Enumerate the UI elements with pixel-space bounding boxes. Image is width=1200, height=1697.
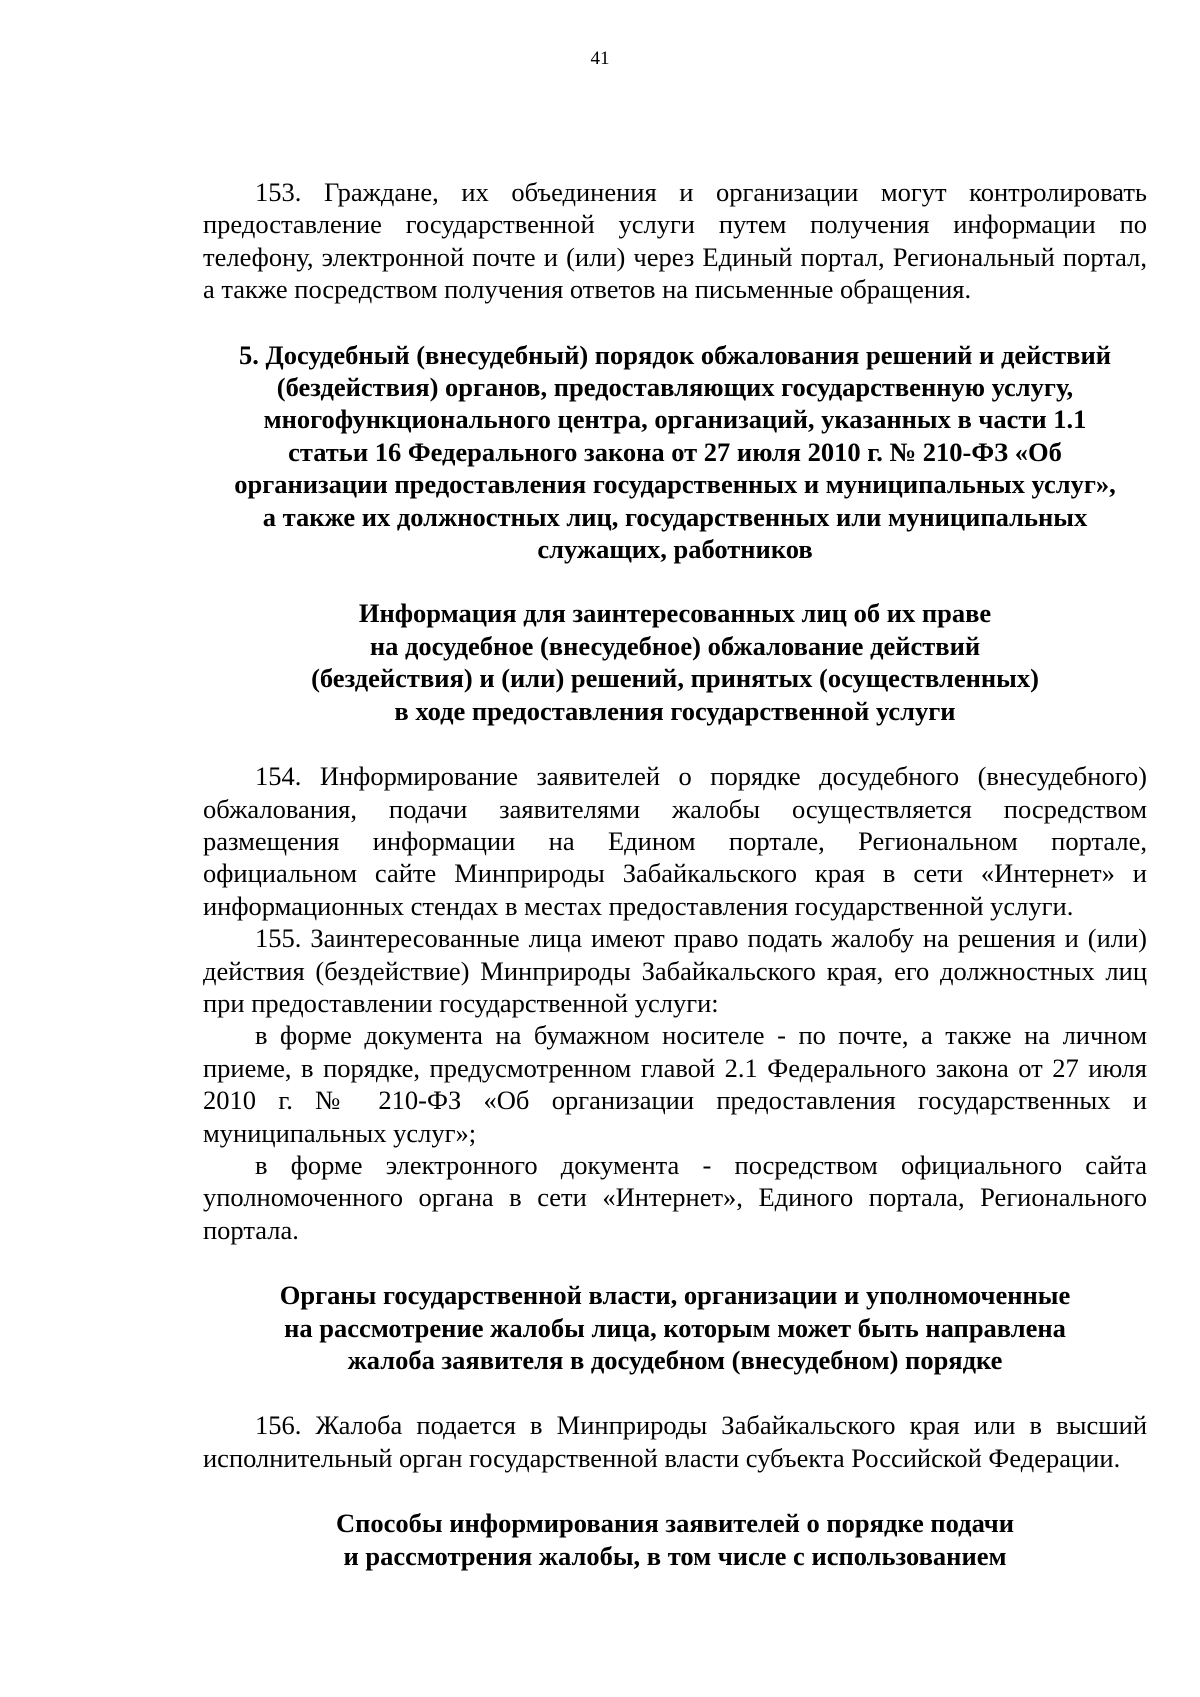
heading-line: жалоба заявителя в досудебном (внесудебном) порядке [347, 1345, 1003, 1375]
info-rights-heading [203, 597, 1147, 727]
paragraph-155: 155. Заинтересованные лица имеют право подать жалобу на решения и (или) действия (бездействие) Минприроды Забайкальского края, его должностных лиц при предоставлении государственной услуги: [203, 923, 1147, 1018]
paragraph-153: 153. Граждане, их объединения и организации могут контролировать предоставление государственной услуги путем получения информации по телефону, электронной почте и (или) через Единый портал, Региональный портал, а также посредством получения ответов на письменные обращения. [203, 177, 1147, 305]
section-5-heading [203, 339, 1147, 566]
heading-line: Органы государственной власти, организации и уполномоченные [279, 1280, 1071, 1311]
heading-line: Способы информирования заявителей о порядке подачи [336, 1508, 1014, 1539]
heading-line: на досудебное (внесудебное) обжалование действий [369, 630, 981, 661]
heading-line: Информация для заинтересованных лиц об их праве [358, 598, 992, 629]
page-number: 41 [590, 48, 610, 69]
heading-line: на рассмотрение жалобы лица, которым может быть направлена [284, 1312, 1066, 1343]
paragraph-electronic-form: в форме электронного документа - посредством официального сайта уполномоченного органа в сети «Интернет», Единого портала, Регионального портала. [203, 1149, 1147, 1245]
heading-line: а также их должностных лиц, государственных или муниципальных [262, 501, 1088, 532]
document-body [203, 176, 1147, 1572]
heading-line: 5. Досудебный (внесудебный) порядок обжалования решений и действий [238, 339, 1112, 370]
heading-line: многофункционального центра, организаций, указанных в части 1.1 [263, 404, 1087, 435]
heading-line: организации предоставления государственных и муниципальных услуг», [234, 469, 1116, 500]
informing-methods-heading [203, 1507, 1147, 1572]
paragraph-154: 154. Информирование заявителей о порядке досудебного (внесудебного) обжалования, подачи заявителями жалобы осуществляется посредством размещения информации на Едином портале, Региональном портале, официальном сайте Минприроды Забайкальского края в сети «Интернет» и информационных стендах в местах предоставления государственной услуги. [203, 761, 1147, 921]
heading-line: (бездействия) и (или) решений, принятых (осуществленных) [311, 663, 1039, 694]
authorities-heading [203, 1279, 1147, 1376]
heading-line: статьи 16 Федерального закона от 27 июля 2010 г. № 210-ФЗ «Об [288, 436, 1062, 467]
paragraph-paper-form: в форме документа на бумажном носителе - по почте, а также на личном приеме, в порядке, предусмотренном главой 2.1 Федерального закона от 27 июля 2010 г. № 210-ФЗ «Об организации предоставления государственных и муниципальных услуг»; [203, 1020, 1147, 1148]
heading-line: в ходе предоставления государственной услуги [394, 695, 956, 726]
heading-line: служащих, работников [537, 534, 813, 565]
heading-line: и рассмотрения жалобы, в том числе с использованием [343, 1540, 1007, 1571]
heading-line: (бездействия) органов, предоставляющих государственную услугу, [276, 372, 1074, 403]
paragraph-156: 156. Жалоба подается в Минприроды Забайкальского края или в высший исполнительный орган государственной власти субъекта Российской Федерации. [203, 1410, 1147, 1473]
